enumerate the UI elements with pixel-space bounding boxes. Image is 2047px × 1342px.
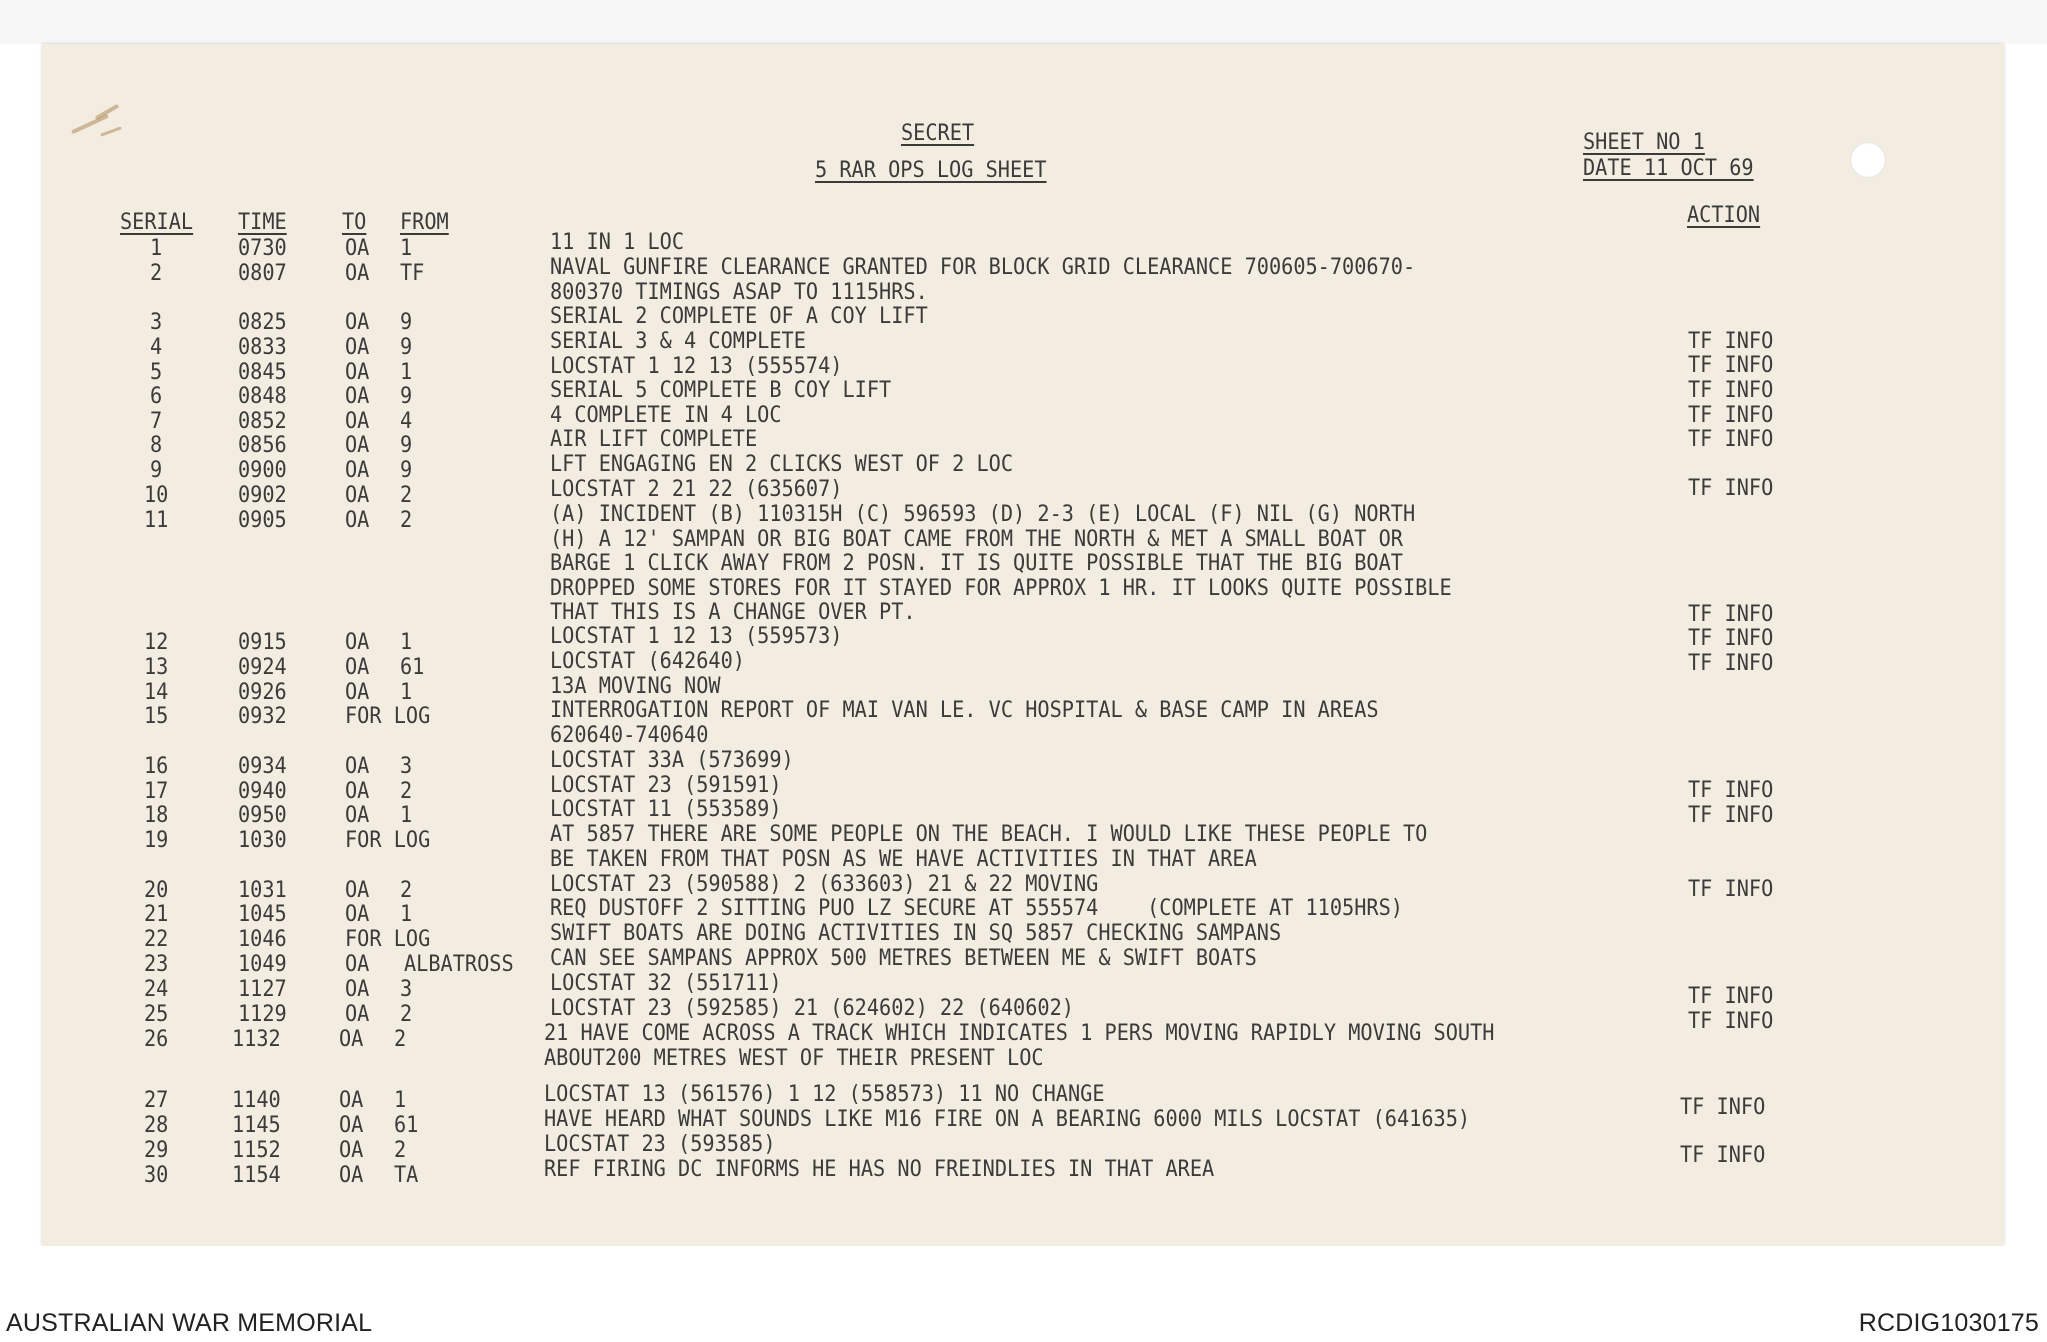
entry-serial: 30 [144,1163,169,1188]
entry-action: TF INFO [1688,403,1774,428]
entry-from: 1 [394,1088,407,1113]
entry-to: OA [345,261,370,286]
entry-description-line: BARGE 1 CLICK AWAY FROM 2 POSN. IT IS QUITE POSSIBLE THAT THE BIG BOAT [550,551,1403,576]
entry-serial: 17 [144,779,169,804]
entry-time: 1045 [238,902,287,927]
entry-description-line: THAT THIS IS A CHANGE OVER PT. [550,600,916,625]
entry-description-line: SERIAL 3 & 4 COMPLETE [550,329,806,354]
entry-action: TF INFO [1688,427,1774,452]
entry-to: OA [339,1138,364,1163]
entry-serial: 22 [144,927,169,952]
entry-description-line: LOCSTAT 23 (592585) 21 (624602) 22 (640602) [550,996,1074,1021]
entry-time: 0730 [238,236,287,261]
entry-to: OA [345,754,370,779]
entry-time: 1030 [238,828,287,853]
entry-serial: 15 [144,704,169,729]
entry-time: 0833 [238,335,287,360]
entry-serial: 11 [144,508,169,533]
entry-from: 1 [400,236,413,261]
entry-time: 0924 [238,655,287,680]
column-header-action: ACTION [1687,203,1761,228]
entry-description-line: 21 HAVE COME ACROSS A TRACK WHICH INDICATES 1 PERS MOVING RAPIDLY MOVING SOUTH [544,1021,1495,1046]
entry-time: 0932 [238,704,287,729]
entry-time: 1145 [232,1113,281,1138]
entry-from: 2 [400,878,413,903]
entry-time: 0940 [238,779,287,804]
entry-to: OA [345,630,370,655]
top-margin [0,0,2047,44]
entry-from: 9 [400,458,413,483]
entry-serial: 3 [150,310,163,335]
entry-to: OA [345,680,370,705]
entry-description-line: DROPPED SOME STORES FOR IT STAYED FOR APPROX 1 HR. IT LOOKS QUITE POSSIBLE [550,575,1452,601]
entry-to: OA [345,384,370,409]
entry-description-line: LOCSTAT 23 (590588) 2 (633603) 21 & 22 MOVING [550,872,1099,897]
entry-serial: 13 [144,655,169,680]
entry-to: OA [345,433,370,458]
entry-serial: 20 [144,878,169,903]
entry-serial: 27 [144,1088,169,1113]
entry-description-line: AIR LIFT COMPLETE [550,427,758,452]
entry-serial: 10 [144,483,169,508]
entry-action: TF INFO [1680,1143,1766,1168]
entry-time: 0950 [238,803,287,828]
entry-action: TF INFO [1688,353,1774,378]
entry-serial: 28 [144,1113,169,1138]
entry-time: 0926 [238,680,287,705]
entry-description-line: LOCSTAT 11 (553589) [550,797,782,822]
entry-time: 0825 [238,310,287,335]
entry-serial: 6 [150,384,163,409]
entry-from: 1 [400,630,413,655]
entry-time: 0807 [238,261,287,286]
entry-description-line: 13A MOVING NOW [550,674,721,699]
entry-description-line: ABOUT200 METRES WEST OF THEIR PRESENT LOC [544,1045,1044,1071]
entry-action: TF INFO [1688,984,1774,1009]
entry-to: FOR LOG [345,704,431,729]
entry-time: 0915 [238,630,287,655]
entry-to: OA [339,1163,364,1188]
entry-description-line: 800370 TIMINGS ASAP TO 1115HRS. [550,279,928,305]
entry-description-line: (H) A 12' SAMPAN OR BIG BOAT CAME FROM THE NORTH & MET A SMALL BOAT OR [550,526,1403,552]
entry-serial: 14 [144,680,169,705]
entry-description-line: 11 IN 1 LOC [550,230,685,255]
column-header-from: FROM [400,210,449,235]
entry-from: ALBATROSS [404,952,514,977]
entry-time: 0905 [238,508,287,533]
entry-action: TF INFO [1688,1009,1774,1034]
entry-description-line: REQ DUSTOFF 2 SITTING PUO LZ SECURE AT 555574 (COMPLETE AT 1105HRS) [550,896,1403,921]
entry-serial: 24 [144,977,169,1002]
entry-to: OA [339,1027,364,1052]
paper-stain-mark [100,126,122,136]
entry-serial: 7 [150,409,163,434]
entry-action: TF INFO [1680,1095,1766,1120]
entry-serial: 16 [144,754,169,779]
entry-to: OA [345,310,370,335]
entry-from: 2 [400,1002,413,1027]
entry-description-line: CAN SEE SAMPANS APPROX 500 METRES BETWEEN ME & SWIFT BOATS [550,946,1257,971]
entry-serial: 18 [144,803,169,828]
column-header-to: TO [342,210,367,235]
entry-time: 1140 [232,1088,281,1113]
entry-from: 1 [400,902,413,927]
entry-description-line: SWIFT BOATS ARE DOING ACTIVITIES IN SQ 5857 CHECKING SAMPANS [550,921,1282,946]
entry-to: OA [345,779,370,804]
entry-from: 9 [400,384,413,409]
entry-from: 61 [394,1113,419,1138]
entry-time: 0848 [238,384,287,409]
paper-stain-mark [71,114,109,135]
entry-time: 0856 [238,433,287,458]
entry-to: OA [345,236,370,261]
archive-name: AUSTRALIAN WAR MEMORIAL [6,1309,373,1337]
entry-to: OA [345,409,370,434]
entry-description-line: INTERROGATION REPORT OF MAI VAN LE. VC HOSPITAL & BASE CAMP IN AREAS [550,698,1379,723]
entry-serial: 12 [144,630,169,655]
entry-time: 1031 [238,878,287,903]
entry-description-line: SERIAL 2 COMPLETE OF A COY LIFT [550,304,928,329]
entry-serial: 2 [150,261,163,286]
entry-action: TF INFO [1688,329,1774,354]
entry-from: 1 [400,360,413,385]
entry-description-line: (A) INCIDENT (B) 110315H (C) 596593 (D) 2-3 (E) LOCAL (F) NIL (G) NORTH [550,502,1416,527]
entry-description-line: LOCSTAT 13 (561576) 1 12 (558573) 11 NO CHANGE [544,1082,1105,1107]
sheet-number: SHEET NO 1 [1583,130,1705,155]
entry-time: 0852 [238,409,287,434]
entry-to: OA [345,952,370,977]
entry-to: OA [345,655,370,680]
entry-time: 1154 [232,1163,281,1188]
entry-serial: 23 [144,952,169,977]
entry-serial: 26 [144,1027,169,1052]
classification-heading: SECRET [901,121,975,146]
entry-to: OA [339,1088,364,1113]
entry-description-line: HAVE HEARD WHAT SOUNDS LIKE M16 FIRE ON A BEARING 6000 MILS LOCSTAT (641635) [544,1107,1471,1132]
entry-serial: 1 [150,236,163,261]
entry-from: 2 [400,483,413,508]
page-title: 5 RAR OPS LOG SHEET [815,158,1047,183]
entry-description-line: LOCSTAT 2 21 22 (635607) [550,477,843,502]
entry-to: OA [345,508,370,533]
entry-time: 1046 [238,927,287,952]
entry-description-line: REF FIRING DC INFORMS HE HAS NO FREINDLIES IN THAT AREA [544,1157,1215,1182]
entry-from: 2 [394,1138,407,1163]
entry-serial: 8 [150,433,163,458]
entry-to: OA [345,335,370,360]
entry-to: OA [345,360,370,385]
entry-to: FOR LOG [345,927,431,952]
entry-from: 1 [400,803,413,828]
entry-description-line: SERIAL 5 COMPLETE B COY LIFT [550,378,892,403]
entry-to: OA [345,458,370,483]
entry-serial: 5 [150,360,163,385]
entry-action: TF INFO [1688,778,1774,803]
entry-from: 2 [400,508,413,533]
entry-description-line: LOCSTAT 1 12 13 (555574) [550,354,843,379]
entry-description-line: 620640-740640 [550,722,709,748]
entry-serial: 9 [150,458,163,483]
entry-time: 1152 [232,1138,281,1163]
entry-action: TF INFO [1688,602,1774,627]
entry-time: 1127 [238,977,287,1002]
entry-description-line: LOCSTAT 1 12 13 (559573) [550,624,843,649]
entry-to: OA [339,1113,364,1138]
entry-serial: 25 [144,1002,169,1027]
entry-from: 2 [394,1027,407,1052]
entry-action: TF INFO [1688,877,1774,902]
entry-from: 3 [400,754,413,779]
archive-reference: RCDIG1030175 [1858,1309,2039,1337]
entry-description-line: NAVAL GUNFIRE CLEARANCE GRANTED FOR BLOCK GRID CLEARANCE 700605-700670- [550,255,1416,280]
entry-to: OA [345,483,370,508]
entry-description-line: LOCSTAT 23 (593585) [544,1132,776,1157]
entry-to: FOR LOG [345,828,431,853]
entry-description-line: LOCSTAT 23 (591591) [550,773,782,798]
sheet-date: DATE 11 OCT 69 [1583,156,1754,181]
entry-action: TF INFO [1688,651,1774,676]
entry-from: 61 [400,655,425,680]
entry-serial: 29 [144,1138,169,1163]
entry-description-line: AT 5857 THERE ARE SOME PEOPLE ON THE BEACH. I WOULD LIKE THESE PEOPLE TO [550,822,1428,847]
column-header-serial: SERIAL [120,210,194,235]
entry-from: 3 [400,977,413,1002]
entry-serial: 19 [144,828,169,853]
entry-description-line: LOCSTAT 33A (573699) [550,748,794,773]
entry-time: 1129 [238,1002,287,1027]
archive-caption-bar [0,1246,2047,1342]
entry-from: 4 [400,409,413,434]
entry-from: TA [394,1163,419,1188]
entry-action: TF INFO [1688,803,1774,828]
entry-to: OA [345,902,370,927]
entry-from: 9 [400,433,413,458]
entry-action: TF INFO [1688,378,1774,403]
entry-action: TF INFO [1688,626,1774,651]
entry-time: 0934 [238,754,287,779]
entry-to: OA [345,878,370,903]
entry-to: OA [345,977,370,1002]
entry-from: 9 [400,310,413,335]
entry-description-line: LFT ENGAGING EN 2 CLICKS WEST OF 2 LOC [550,452,1014,477]
entry-to: OA [345,1002,370,1027]
entry-time: 1132 [232,1027,281,1052]
entry-time: 0902 [238,483,287,508]
entry-action: TF INFO [1688,476,1774,501]
entry-from: 1 [400,680,413,705]
entry-from: 2 [400,779,413,804]
entry-serial: 4 [150,335,163,360]
entry-description-line: 4 COMPLETE IN 4 LOC [550,403,782,428]
entry-time: 1049 [238,952,287,977]
entry-from: 9 [400,335,413,360]
entry-serial: 21 [144,902,169,927]
punch-hole [1850,142,1886,178]
entry-from: TF [400,261,425,286]
entry-time: 0845 [238,360,287,385]
entry-description-line: BE TAKEN FROM THAT POSN AS WE HAVE ACTIVITIES IN THAT AREA [550,846,1257,872]
column-header-time: TIME [238,210,287,235]
entry-to: OA [345,803,370,828]
entry-description-line: LOCSTAT (642640) [550,649,745,674]
entry-time: 0900 [238,458,287,483]
entry-description-line: LOCSTAT 32 (551711) [550,971,782,996]
